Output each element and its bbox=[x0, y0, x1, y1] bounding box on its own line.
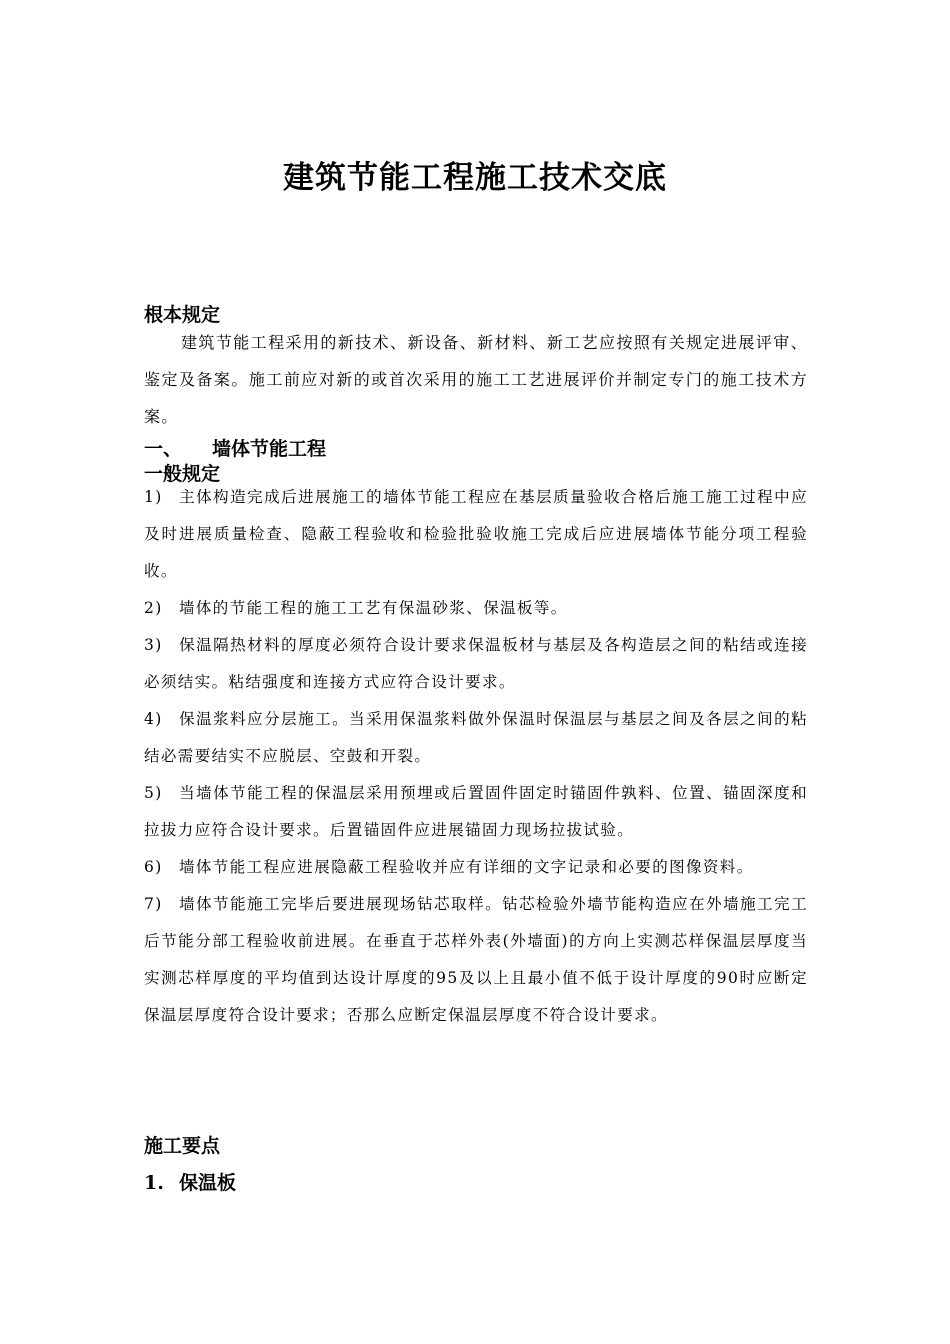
paragraph-basic-rules: 建筑节能工程采用的新技术、新设备、新材料、新工艺应按照有关规定进展评审、鉴定及备案。施工前应对新的或首次采用的施工工艺进展评价并制定专门的施工技术方案。 bbox=[144, 333, 808, 426]
section-number: 一、 bbox=[144, 438, 183, 460]
list-item: 5) 当墙体节能工程的保温层采用预埋或后置固件固定时锚固件孰料、位置、锚固深度和拉拔力应符合设计要求。后置锚固件应进展锚固力现场拉拔试验。 bbox=[144, 784, 808, 839]
list-item: 1) 主体构造完成后进展施工的墙体节能工程应在基层质量验收合格后施工施工过程中应及时进展质量检查、隐蔽工程验收和检验批验收施工完成后应进展墙体节能分项工程验收。 bbox=[144, 488, 808, 580]
section-basic bbox=[144, 302, 808, 435]
heading-construction-points: 施工要点 bbox=[144, 1135, 221, 1157]
heading-general-rules: 一般规定 bbox=[144, 463, 221, 485]
document-title: 建筑节能工程施工技术交底 bbox=[283, 160, 667, 196]
heading-wall-energy bbox=[144, 436, 808, 462]
section-title: 墙体节能工程 bbox=[212, 438, 327, 460]
heading-basic-rules: 根本规定 bbox=[144, 304, 221, 326]
list-item: 6) 墙体节能工程应进展隐蔽工程验收并应有详细的文字记录和必要的图像资料。 bbox=[144, 858, 754, 876]
list-item: 3) 保温隔热材料的厚度必须符合设计要求保温板材与基层及各构造层之间的粘结或连接必须结实。粘结强度和连接方式应符合设计要求。 bbox=[144, 636, 808, 691]
heading-insulation-board bbox=[144, 1170, 808, 1196]
wall-rule-list bbox=[144, 479, 808, 1034]
list-item: 4) 保温浆料应分层施工。当采用保温浆料做外保温时保温层与基层之间及各层之间的粘结必需要结实不应脱层、空鼓和开裂。 bbox=[144, 710, 808, 765]
subsection-insulation-board bbox=[144, 1170, 808, 1196]
section-construction-points bbox=[144, 1133, 808, 1159]
section-wall-heading bbox=[144, 436, 808, 462]
subsection-number: 1. bbox=[144, 1172, 164, 1194]
subsection-title: 保温板 bbox=[179, 1172, 237, 1194]
list-item: 7) 墙体节能施工完毕后要进展现场钻芯取样。钻芯检验外墙节能构造应在外墙施工完工后节能分部工程验收前进展。在垂直于芯样外表(外墙面)的方向上实测芯样保温层厚度当实测芯样厚度的平均值到达设计厚度的95及以上且最小值不低于设计厚度的90时应断定保温层厚度符合设计要求；否那么应断定保温层厚度不符合设计要求。 bbox=[144, 895, 808, 1024]
list-item: 2) 墙体的节能工程的施工工艺有保温砂浆、保温板等。 bbox=[144, 599, 568, 617]
